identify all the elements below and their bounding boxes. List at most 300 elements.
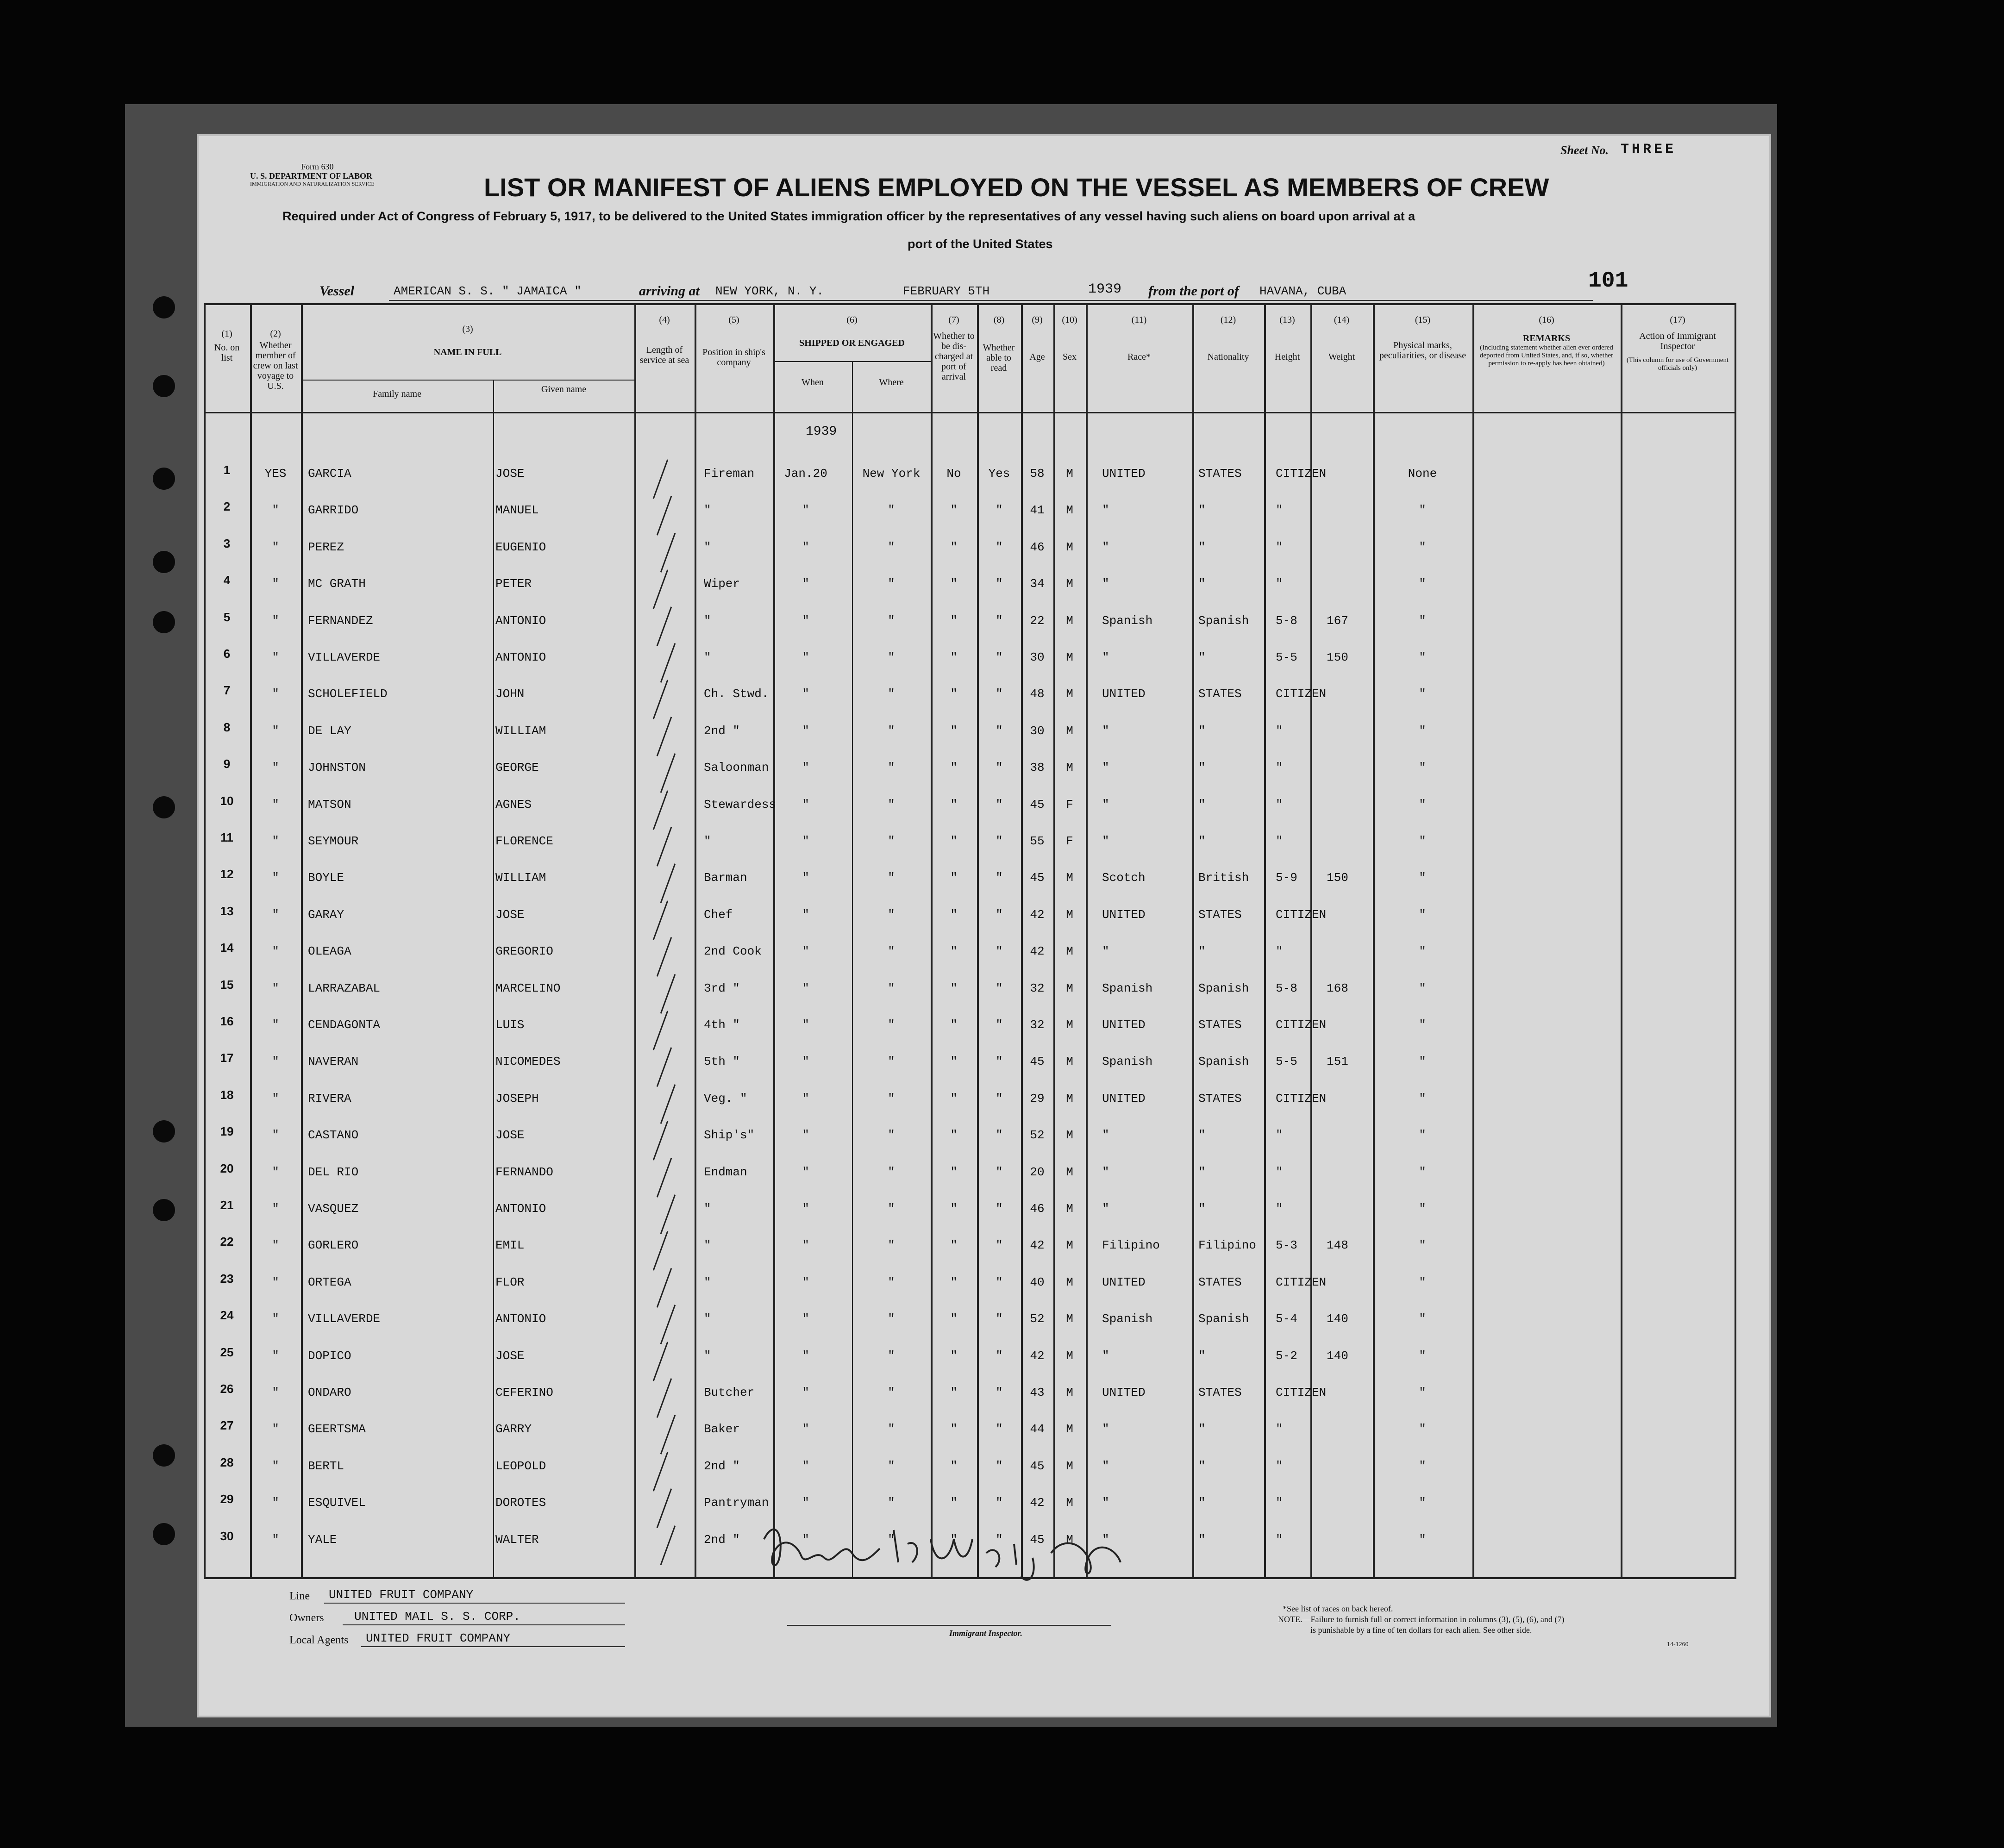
cell-race: " [1102, 797, 1109, 812]
cell-physical-marks: " [1419, 797, 1426, 812]
cell-position: 2nd " [704, 724, 740, 738]
cell-when: " [802, 1496, 809, 1510]
binder-hole [153, 296, 175, 318]
cell-row-number: 23 [220, 1271, 234, 1286]
cell-given-name: EUGENIO [495, 540, 546, 554]
cell-discharged: " [950, 907, 958, 922]
binder-hole [153, 1523, 175, 1545]
cell-race: UNITED [1102, 1275, 1146, 1289]
cell-when: " [802, 577, 809, 591]
penalty-note-2: is punishable by a fine of ten dollars for each alien. See other side. [1310, 1625, 1532, 1635]
cell-position: " [704, 540, 711, 554]
cell-where: " [888, 1532, 895, 1547]
cell-height: CITIZEN [1276, 467, 1327, 481]
cell-nationality: " [1198, 1128, 1206, 1143]
cell-discharged: " [950, 761, 958, 775]
column-rule [1192, 303, 1194, 1579]
cell-height: 5-5 [1276, 1055, 1297, 1069]
cell-when: " [802, 1312, 809, 1326]
cell-height: " [1276, 503, 1283, 518]
line-value: UNITED FRUIT COMPANY [329, 1588, 474, 1602]
binder-hole [153, 796, 175, 818]
cell-height: " [1276, 797, 1283, 812]
cell-able-to-read: " [996, 797, 1003, 812]
col-num: (16) [1539, 315, 1554, 325]
cell-discharged: " [950, 1459, 958, 1473]
cell-race: " [1102, 650, 1109, 664]
cell-where: " [888, 1202, 895, 1216]
cell-nationality: STATES [1198, 1018, 1242, 1032]
cell-given-name: ANTONIO [495, 1312, 546, 1326]
column-rule [634, 303, 636, 1579]
cell-row-number: 27 [220, 1418, 234, 1433]
cell-able-to-read: Yes [988, 467, 1010, 481]
cell-row-number: 11 [220, 830, 233, 844]
cell-last-voyage: " [272, 613, 279, 628]
cell-height: CITIZEN [1276, 1386, 1327, 1399]
cell-row-number: 14 [220, 941, 234, 955]
cell-given-name: MARCELINO [495, 981, 561, 995]
service-tick-mark [660, 1084, 676, 1124]
cell-nationality: STATES [1198, 907, 1242, 922]
col-header-discharged: Whether to be dis-charged at port of arrival [933, 331, 975, 382]
cell-discharged: " [950, 1422, 958, 1436]
service-tick-mark [657, 717, 672, 756]
cell-race: " [1102, 503, 1109, 518]
service-tick-mark [660, 533, 676, 573]
cell-nationality: Spanish [1198, 1312, 1249, 1326]
cell-able-to-read: " [996, 1496, 1003, 1510]
cell-sex: M [1066, 1459, 1073, 1473]
penalty-note: NOTE.—Failure to furnish full or correct information in columns (3), (5), (6), and (7) [1278, 1615, 1565, 1624]
cell-family-name: VASQUEZ [308, 1202, 359, 1216]
cell-family-name: PEREZ [308, 540, 344, 554]
cell-nationality: STATES [1198, 1275, 1242, 1289]
cell-race: " [1102, 724, 1109, 738]
cell-sex: M [1066, 1275, 1073, 1289]
name-subcolumn-rule [493, 380, 494, 1579]
arriving-label: arriving at [639, 283, 700, 299]
col-num: (4) [659, 315, 670, 325]
cell-where: " [888, 1496, 895, 1510]
cell-discharged: " [950, 944, 958, 959]
cell-discharged: " [950, 1532, 958, 1547]
cell-family-name: DEL RIO [308, 1165, 359, 1179]
col-header-age: Age [1029, 352, 1045, 362]
cell-family-name: GARAY [308, 907, 344, 922]
service-tick-mark [660, 1415, 676, 1455]
cell-discharged: " [950, 1312, 958, 1326]
cell-sex: M [1066, 1312, 1073, 1326]
cell-where: " [888, 1349, 895, 1363]
cell-sex: F [1066, 834, 1073, 848]
cell-height: 5-5 [1276, 650, 1297, 664]
cell-discharged: " [950, 1275, 958, 1289]
cell-family-name: BERTL [308, 1459, 344, 1473]
col-header-read: Whether able to read [983, 343, 1015, 373]
cell-discharged: " [950, 1128, 958, 1143]
cell-discharged: " [950, 1238, 958, 1253]
cell-row-number: 15 [220, 977, 234, 992]
binder-hole [153, 468, 175, 490]
cell-last-voyage: " [272, 1386, 279, 1399]
races-note: *See list of races on back hereof. [1283, 1604, 1393, 1613]
cell-last-voyage: " [272, 687, 279, 701]
cell-discharged: " [950, 1496, 958, 1510]
col-num: (5) [728, 315, 739, 325]
col-header-nationality: Nationality [1207, 352, 1249, 362]
cell-where: " [888, 1128, 895, 1143]
cell-height: " [1276, 1532, 1283, 1547]
cell-position: " [704, 1202, 711, 1216]
cell-age: 45 [1030, 1532, 1045, 1547]
col-header-when: When [802, 377, 824, 387]
cell-discharged: " [950, 540, 958, 554]
cell-when: " [802, 907, 809, 922]
cell-sex: M [1066, 871, 1073, 885]
col-num: (3) [462, 324, 473, 334]
cell-age: 30 [1030, 650, 1045, 664]
cell-discharged: " [950, 1202, 958, 1216]
cell-given-name: NICOMEDES [495, 1055, 561, 1069]
cell-race: " [1102, 1202, 1109, 1216]
cell-nationality: " [1198, 944, 1206, 959]
cell-last-voyage: " [272, 503, 279, 518]
owners-underline [343, 1624, 625, 1625]
cell-family-name: FERNANDEZ [308, 613, 373, 628]
page-number: 101 [1588, 268, 1628, 293]
cell-nationality: STATES [1198, 687, 1242, 701]
cell-last-voyage: " [272, 724, 279, 738]
cell-race: Spanish [1102, 1055, 1153, 1069]
cell-last-voyage: " [272, 577, 279, 591]
cell-weight: 167 [1327, 613, 1348, 628]
service-tick-mark [653, 459, 669, 499]
cell-height: CITIZEN [1276, 1091, 1327, 1105]
col-header-shipped: SHIPPED OR ENGAGED [799, 338, 905, 348]
cell-row-number: 22 [220, 1235, 234, 1249]
cell-when: " [802, 797, 809, 812]
cell-last-voyage: " [272, 761, 279, 775]
cell-sex: M [1066, 907, 1073, 922]
cell-discharged: No [946, 467, 961, 481]
shipped-subcolumn-rule [852, 361, 853, 1579]
cell-where: " [888, 503, 895, 518]
cell-given-name: AGNES [495, 797, 532, 812]
cell-position: 2nd Cook [704, 944, 762, 959]
cell-discharged: " [950, 650, 958, 664]
cell-able-to-read: " [996, 577, 1003, 591]
col-num: (14) [1334, 315, 1350, 325]
service-tick-mark [660, 864, 676, 904]
cell-nationality: " [1198, 724, 1206, 738]
cell-where: " [888, 1055, 895, 1069]
cell-age: 45 [1030, 1055, 1045, 1069]
cell-family-name: LARRAZABAL [308, 981, 381, 995]
cell-given-name: JOSEPH [495, 1091, 539, 1105]
col-header-given-name: Given name [541, 384, 587, 394]
cell-height: CITIZEN [1276, 1275, 1327, 1289]
cell-last-voyage: " [272, 540, 279, 554]
cell-last-voyage: " [272, 1055, 279, 1069]
cell-when: " [802, 613, 809, 628]
cell-given-name: JOHN [495, 687, 525, 701]
cell-nationality: Spanish [1198, 981, 1249, 995]
cell-when: " [802, 1422, 809, 1436]
cell-where: " [888, 613, 895, 628]
cell-height: CITIZEN [1276, 907, 1327, 922]
cell-sex: M [1066, 1018, 1073, 1032]
cell-last-voyage: " [272, 834, 279, 848]
cell-when: " [802, 724, 809, 738]
cell-sex: M [1066, 1202, 1073, 1216]
cell-given-name: JOSE [495, 467, 525, 481]
table-top-rule [204, 303, 1736, 305]
cell-height: 5-3 [1276, 1238, 1297, 1253]
service-tick-mark [653, 1452, 669, 1492]
cell-sex: M [1066, 540, 1073, 554]
cell-when: " [802, 503, 809, 518]
cell-physical-marks: " [1419, 540, 1426, 554]
cell-sex: M [1066, 944, 1073, 959]
cell-where: " [888, 797, 895, 812]
cell-nationality: STATES [1198, 1386, 1242, 1399]
sheet-number: THREE [1621, 142, 1677, 157]
cell-able-to-read: " [996, 1532, 1003, 1547]
cell-last-voyage: " [272, 1349, 279, 1363]
cell-physical-marks: " [1419, 1275, 1426, 1289]
cell-sex: M [1066, 1422, 1073, 1436]
cell-discharged: " [950, 613, 958, 628]
cell-row-number: 25 [220, 1345, 234, 1359]
cell-family-name: GORLERO [308, 1238, 359, 1253]
cell-able-to-read: " [996, 944, 1003, 959]
column-rule [1621, 303, 1622, 1579]
cell-row-number: 20 [220, 1161, 234, 1175]
cell-sex: M [1066, 761, 1073, 775]
cell-where: " [888, 1459, 895, 1473]
cell-family-name: ESQUIVEL [308, 1496, 366, 1510]
form-number: Form 630 [301, 162, 334, 171]
cell-sex: M [1066, 1532, 1073, 1547]
cell-last-voyage: " [272, 1496, 279, 1510]
cell-when: " [802, 1459, 809, 1473]
print-code: 14-1260 [1667, 1641, 1689, 1648]
cell-race: " [1102, 1349, 1109, 1363]
cell-row-number: 26 [220, 1382, 234, 1396]
cell-race: Spanish [1102, 1312, 1153, 1326]
cell-able-to-read: " [996, 1128, 1003, 1143]
cell-position: Barman [704, 871, 747, 885]
cell-physical-marks: " [1419, 1202, 1426, 1216]
col-header-action-note: (This column for use of Government officials only) [1626, 356, 1729, 372]
cell-race: Scotch [1102, 871, 1146, 885]
cell-family-name: YALE [308, 1532, 337, 1547]
column-rule [1373, 303, 1375, 1579]
cell-row-number: 4 [223, 573, 231, 587]
cell-nationality: " [1198, 1496, 1206, 1510]
cell-when: " [802, 834, 809, 848]
cell-sex: M [1066, 1349, 1073, 1363]
cell-age: 46 [1030, 540, 1045, 554]
service-tick-mark [657, 1488, 672, 1528]
cell-position: Baker [704, 1422, 740, 1436]
cell-discharged: " [950, 1055, 958, 1069]
cell-where: " [888, 1422, 895, 1436]
cell-position: Fireman [704, 467, 755, 481]
cell-given-name: JOSE [495, 1128, 525, 1143]
cell-family-name: RIVERA [308, 1091, 351, 1105]
cell-last-voyage: " [272, 1202, 279, 1216]
cell-physical-marks: " [1419, 1496, 1426, 1510]
cell-race: " [1102, 834, 1109, 848]
cell-given-name: DOROTES [495, 1496, 546, 1510]
cell-age: 20 [1030, 1165, 1045, 1179]
cell-able-to-read: " [996, 1091, 1003, 1105]
cell-position: " [704, 650, 711, 664]
cell-when: " [802, 944, 809, 959]
cell-discharged: " [950, 503, 958, 518]
line-underline [324, 1603, 625, 1604]
col-header-service: Length of service at sea [639, 345, 689, 365]
cell-nationality: " [1198, 1459, 1206, 1473]
cell-last-voyage: " [272, 1275, 279, 1289]
cell-physical-marks: " [1419, 1349, 1426, 1363]
cell-family-name: ONDARO [308, 1386, 351, 1399]
inspector-label: Immigrant Inspector. [949, 1629, 1023, 1638]
cell-nationality: " [1198, 503, 1206, 518]
cell-able-to-read: " [996, 540, 1003, 554]
cell-able-to-read: " [996, 1422, 1003, 1436]
cell-race: " [1102, 577, 1109, 591]
cell-when: " [802, 761, 809, 775]
cell-position: Veg. " [704, 1091, 747, 1105]
cell-position: Butcher [704, 1386, 755, 1399]
cell-nationality: " [1198, 1349, 1206, 1363]
cell-sex: M [1066, 650, 1073, 664]
col-header-where: Where [879, 377, 904, 387]
cell-age: 32 [1030, 981, 1045, 995]
cell-race: Spanish [1102, 613, 1153, 628]
cell-able-to-read: " [996, 1165, 1003, 1179]
cell-when: " [802, 1202, 809, 1216]
agents-underline [361, 1646, 625, 1647]
cell-position: " [704, 1312, 711, 1326]
cell-age: 22 [1030, 613, 1045, 628]
cell-when: " [802, 981, 809, 995]
cell-when: " [802, 1275, 809, 1289]
cell-nationality: " [1198, 1165, 1206, 1179]
cell-age: 42 [1030, 1496, 1045, 1510]
cell-where: " [888, 687, 895, 701]
cell-physical-marks: " [1419, 1165, 1426, 1179]
col-num: (2) [270, 329, 281, 339]
cell-position: " [704, 1349, 711, 1363]
cell-age: 44 [1030, 1422, 1045, 1436]
cell-when: " [802, 1128, 809, 1143]
cell-height: " [1276, 1459, 1283, 1473]
col-header-height: Height [1274, 352, 1300, 362]
sheet-label: Sheet No. [1560, 144, 1609, 157]
cell-where: " [888, 1386, 895, 1399]
cell-family-name: ORTEGA [308, 1275, 351, 1289]
cell-given-name: FERNANDO [495, 1165, 553, 1179]
cell-where: " [888, 540, 895, 554]
cell-last-voyage: " [272, 1312, 279, 1326]
cell-family-name: GARCIA [308, 467, 351, 481]
cell-given-name: FLORENCE [495, 834, 553, 848]
col-header-position: Position in ship's company [702, 347, 765, 368]
cell-given-name: WILLIAM [495, 724, 546, 738]
cell-sex: M [1066, 1128, 1073, 1143]
cell-given-name: WILLIAM [495, 871, 546, 885]
cell-physical-marks: " [1419, 1018, 1426, 1032]
cell-able-to-read: " [996, 1238, 1003, 1253]
cell-weight: 150 [1327, 871, 1348, 885]
cell-able-to-read: " [996, 1349, 1003, 1363]
cell-nationality: STATES [1198, 1091, 1242, 1105]
cell-last-voyage: " [272, 1165, 279, 1179]
col-num: (8) [993, 315, 1005, 325]
arrival-year: 1939 [1088, 281, 1122, 297]
owners-value: UNITED MAIL S. S. CORP. [354, 1610, 520, 1623]
cell-last-voyage: " [272, 1532, 279, 1547]
cell-height: " [1276, 577, 1283, 591]
service-tick-mark [657, 496, 672, 536]
cell-height: 5-2 [1276, 1349, 1297, 1363]
cell-last-voyage: " [272, 650, 279, 664]
cell-age: 52 [1030, 1312, 1045, 1326]
cell-where: " [888, 761, 895, 775]
cell-when: " [802, 1055, 809, 1069]
cell-position: 2nd " [704, 1459, 740, 1473]
cell-last-voyage: " [272, 1128, 279, 1143]
cell-age: 46 [1030, 1202, 1045, 1216]
cell-row-number: 29 [220, 1492, 234, 1506]
cell-row-number: 8 [223, 720, 231, 734]
cell-race: " [1102, 1496, 1109, 1510]
cell-age: 52 [1030, 1128, 1045, 1143]
cell-nationality: " [1198, 834, 1206, 848]
cell-able-to-read: " [996, 981, 1003, 995]
cell-last-voyage: " [272, 981, 279, 995]
col-num: (12) [1220, 315, 1236, 325]
arrival-date: FEBRUARY 5TH [903, 284, 990, 298]
cell-age: 38 [1030, 761, 1045, 775]
cell-discharged: " [950, 724, 958, 738]
cell-sex: M [1066, 467, 1073, 481]
cell-family-name: OLEAGA [308, 944, 351, 959]
cell-physical-marks: " [1419, 944, 1426, 959]
cell-sex: M [1066, 613, 1073, 628]
cell-physical-marks: " [1419, 650, 1426, 664]
cell-age: 42 [1030, 944, 1045, 959]
cell-physical-marks: " [1419, 1532, 1426, 1547]
cell-physical-marks: " [1419, 1091, 1426, 1105]
col-header-remarks: REMARKS [1522, 333, 1571, 343]
cell-given-name: GREGORIO [495, 944, 553, 959]
service-tick-mark [660, 1525, 676, 1565]
binder-hole [153, 1444, 175, 1467]
cell-able-to-read: " [996, 687, 1003, 701]
cell-family-name: CENDAGONTA [308, 1018, 381, 1032]
cell-age: 58 [1030, 467, 1045, 481]
cell-age: 30 [1030, 724, 1045, 738]
cell-position: Chef [704, 907, 733, 922]
cell-given-name: EMIL [495, 1238, 525, 1253]
cell-physical-marks: " [1419, 724, 1426, 738]
cell-physical-marks: " [1419, 761, 1426, 775]
